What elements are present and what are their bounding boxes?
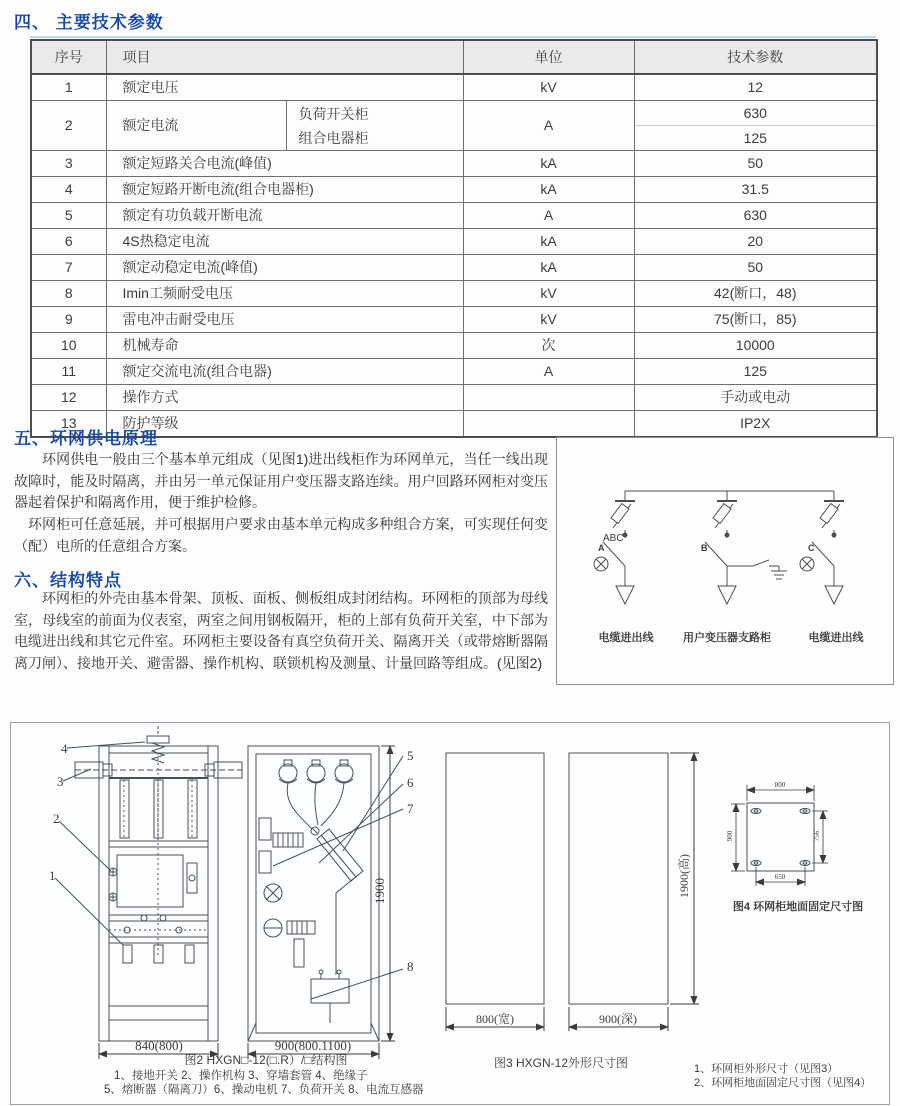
fig2-caption: 图2 HXGN□-12(□.R）/□结构图 bbox=[184, 1053, 348, 1067]
fig4-dim-top: 800 bbox=[774, 781, 786, 789]
fig4-caption: 图4 环网柜地面固定尺寸图 bbox=[732, 901, 864, 913]
fig3-dim-depth: 900(深) bbox=[599, 1012, 637, 1026]
table-row: 7 额定动稳定电流(峰值) kA 50 bbox=[31, 255, 877, 281]
table-row: 11 额定交流电流(组合电器) A 125 bbox=[31, 359, 877, 385]
header-unit: 单位 bbox=[463, 40, 634, 74]
fig2-dim-height: 1900 bbox=[372, 878, 387, 904]
figure2-front-view bbox=[55, 726, 242, 1041]
fig2-callout-5: 5 bbox=[407, 748, 414, 763]
figure1-svg bbox=[557, 438, 893, 684]
fig3-dim-width: 800(宽) bbox=[476, 1012, 514, 1026]
fig4-dim-bottom: 650 bbox=[774, 873, 786, 881]
table-row: 10 机械寿命 次 10000 bbox=[31, 333, 877, 359]
table-header-row bbox=[31, 40, 877, 74]
fig2-callout-6: 6 bbox=[407, 775, 414, 790]
table-row: 6 4S热稳定电流 kA 20 bbox=[31, 229, 877, 255]
table-row: 9 雷电冲击耐受电压 kV 75(断口，85) bbox=[31, 307, 877, 333]
header-value: 技术参数 bbox=[634, 40, 877, 74]
fig2-dim-side-width: 900(800.1100) bbox=[274, 1038, 352, 1053]
fig1-caption-middle: 用户变压器支路柜 bbox=[683, 632, 771, 644]
fig3-dim-height: 1900(高) bbox=[677, 854, 691, 898]
table-row: 12 操作方式 手动或电动 bbox=[31, 385, 877, 411]
figures-panel bbox=[10, 722, 890, 1105]
fig2-callout-8: 8 bbox=[407, 959, 414, 974]
fig2-callout-4: 4 bbox=[61, 741, 68, 756]
section4-title: 四、 主要技术参数 bbox=[14, 13, 164, 32]
figure1-ring-network-diagram bbox=[556, 437, 894, 685]
section6-paragraph: 环网柜的外壳由基本骨架、顶板、面板、侧板组成封闭结构。环网柜的顶部为母线室，母线室的前面为仪表室，两室之间用钢板隔开，柜的上部有负荷开关室，中下部为电缆进出线和其它元件室。环网柜主要设备有真空负荷开关、隔离开关（或带熔断器隔离刀闸）、接地开关、避雷器、操作机构、联锁机构及测量、计量回路等组成。(见图2) bbox=[14, 590, 548, 671]
fig2-callout-3: 3 bbox=[57, 774, 64, 789]
fig1-label-abc: ABC bbox=[603, 533, 624, 544]
fig2-dim-front-width: 840(800) bbox=[135, 1038, 183, 1053]
fig4-dim-right: 756 bbox=[813, 830, 821, 842]
table-row: 2 额定电流 负荷开关柜 组合电器柜 A 630 125 bbox=[31, 101, 877, 151]
header-item: 项目 bbox=[106, 40, 463, 74]
section5-paragraph-2: 环网柜可任意延展，并可根据用户要求由基本单元构成多种组合方案，可实现任何变（配）电所的任意组合方案。 bbox=[14, 516, 548, 554]
fig2-legend-line1: 1、接地开关 2、操作机构 3、穿墙套管 4、绝缘子 bbox=[114, 1070, 368, 1082]
table-top-strip bbox=[30, 36, 876, 38]
figure3-outline-drawing bbox=[446, 753, 668, 1004]
fig2-callout-2: 2 bbox=[53, 811, 60, 826]
table-row: 5 额定有功负载开断电流 A 630 bbox=[31, 203, 877, 229]
fig3-caption: 图3 HXGN-12外形尺寸图 bbox=[493, 1056, 629, 1070]
fig1-label-a: A bbox=[598, 543, 605, 553]
fig4-dim-left: 900 bbox=[726, 830, 734, 842]
fig1-caption-right: 电缆进出线 bbox=[808, 632, 864, 644]
section5-paragraph-1: 环网供电一般由三个基本单元组成（见图1)进出线柜作为环网单元，当任一线出现故障时，能及时隔离，并由另一单元保证用户变压器支路连续。用户回路环网柜对变压器起着保护和隔离作用，便于维护检修。 bbox=[14, 451, 548, 510]
fig1-branch-b bbox=[705, 491, 787, 604]
figures-panel-svg bbox=[11, 723, 887, 1102]
figure4-floor-fixing-drawing bbox=[747, 803, 814, 871]
item-sub-cell: 负荷开关柜 组合电器柜 bbox=[286, 101, 463, 151]
panel-note-1: 1、环网柜外形尺寸（见图3） bbox=[694, 1063, 839, 1075]
fig2-legend-line2: 5、熔断器（隔离刀）6、操动电机 7、负荷开关 8、电流互感器 bbox=[104, 1084, 424, 1096]
params-table bbox=[30, 36, 876, 438]
table-row: 4 额定短路开断电流(组合电器柜) kA 31.5 bbox=[31, 177, 877, 203]
fig2-callout-1: 1 bbox=[49, 868, 56, 883]
fig1-label-b: B bbox=[701, 543, 708, 553]
table-row: 1 额定电压 kV 12 bbox=[31, 74, 877, 101]
fig1-branch-c bbox=[800, 491, 844, 604]
table-row: 3 额定短路关合电流(峰值) kA 50 bbox=[31, 151, 877, 177]
table-row: 8 Imin工频耐受电压 kV 42(断口，48) bbox=[31, 281, 877, 307]
fig2-callout-7: 7 bbox=[407, 801, 414, 816]
section6-title: 六、结构特点 bbox=[14, 571, 122, 590]
fig1-caption-left: 电缆进出线 bbox=[598, 632, 654, 644]
panel-note-2: 2、环网柜地面固定尺寸图（见图4） bbox=[694, 1077, 872, 1089]
section5-title: 五、环网供电原理 bbox=[14, 429, 158, 448]
table-row: 13 防护等级 IP2X bbox=[31, 411, 877, 438]
header-no: 序号 bbox=[31, 40, 106, 74]
fig1-label-c: C bbox=[808, 543, 815, 553]
